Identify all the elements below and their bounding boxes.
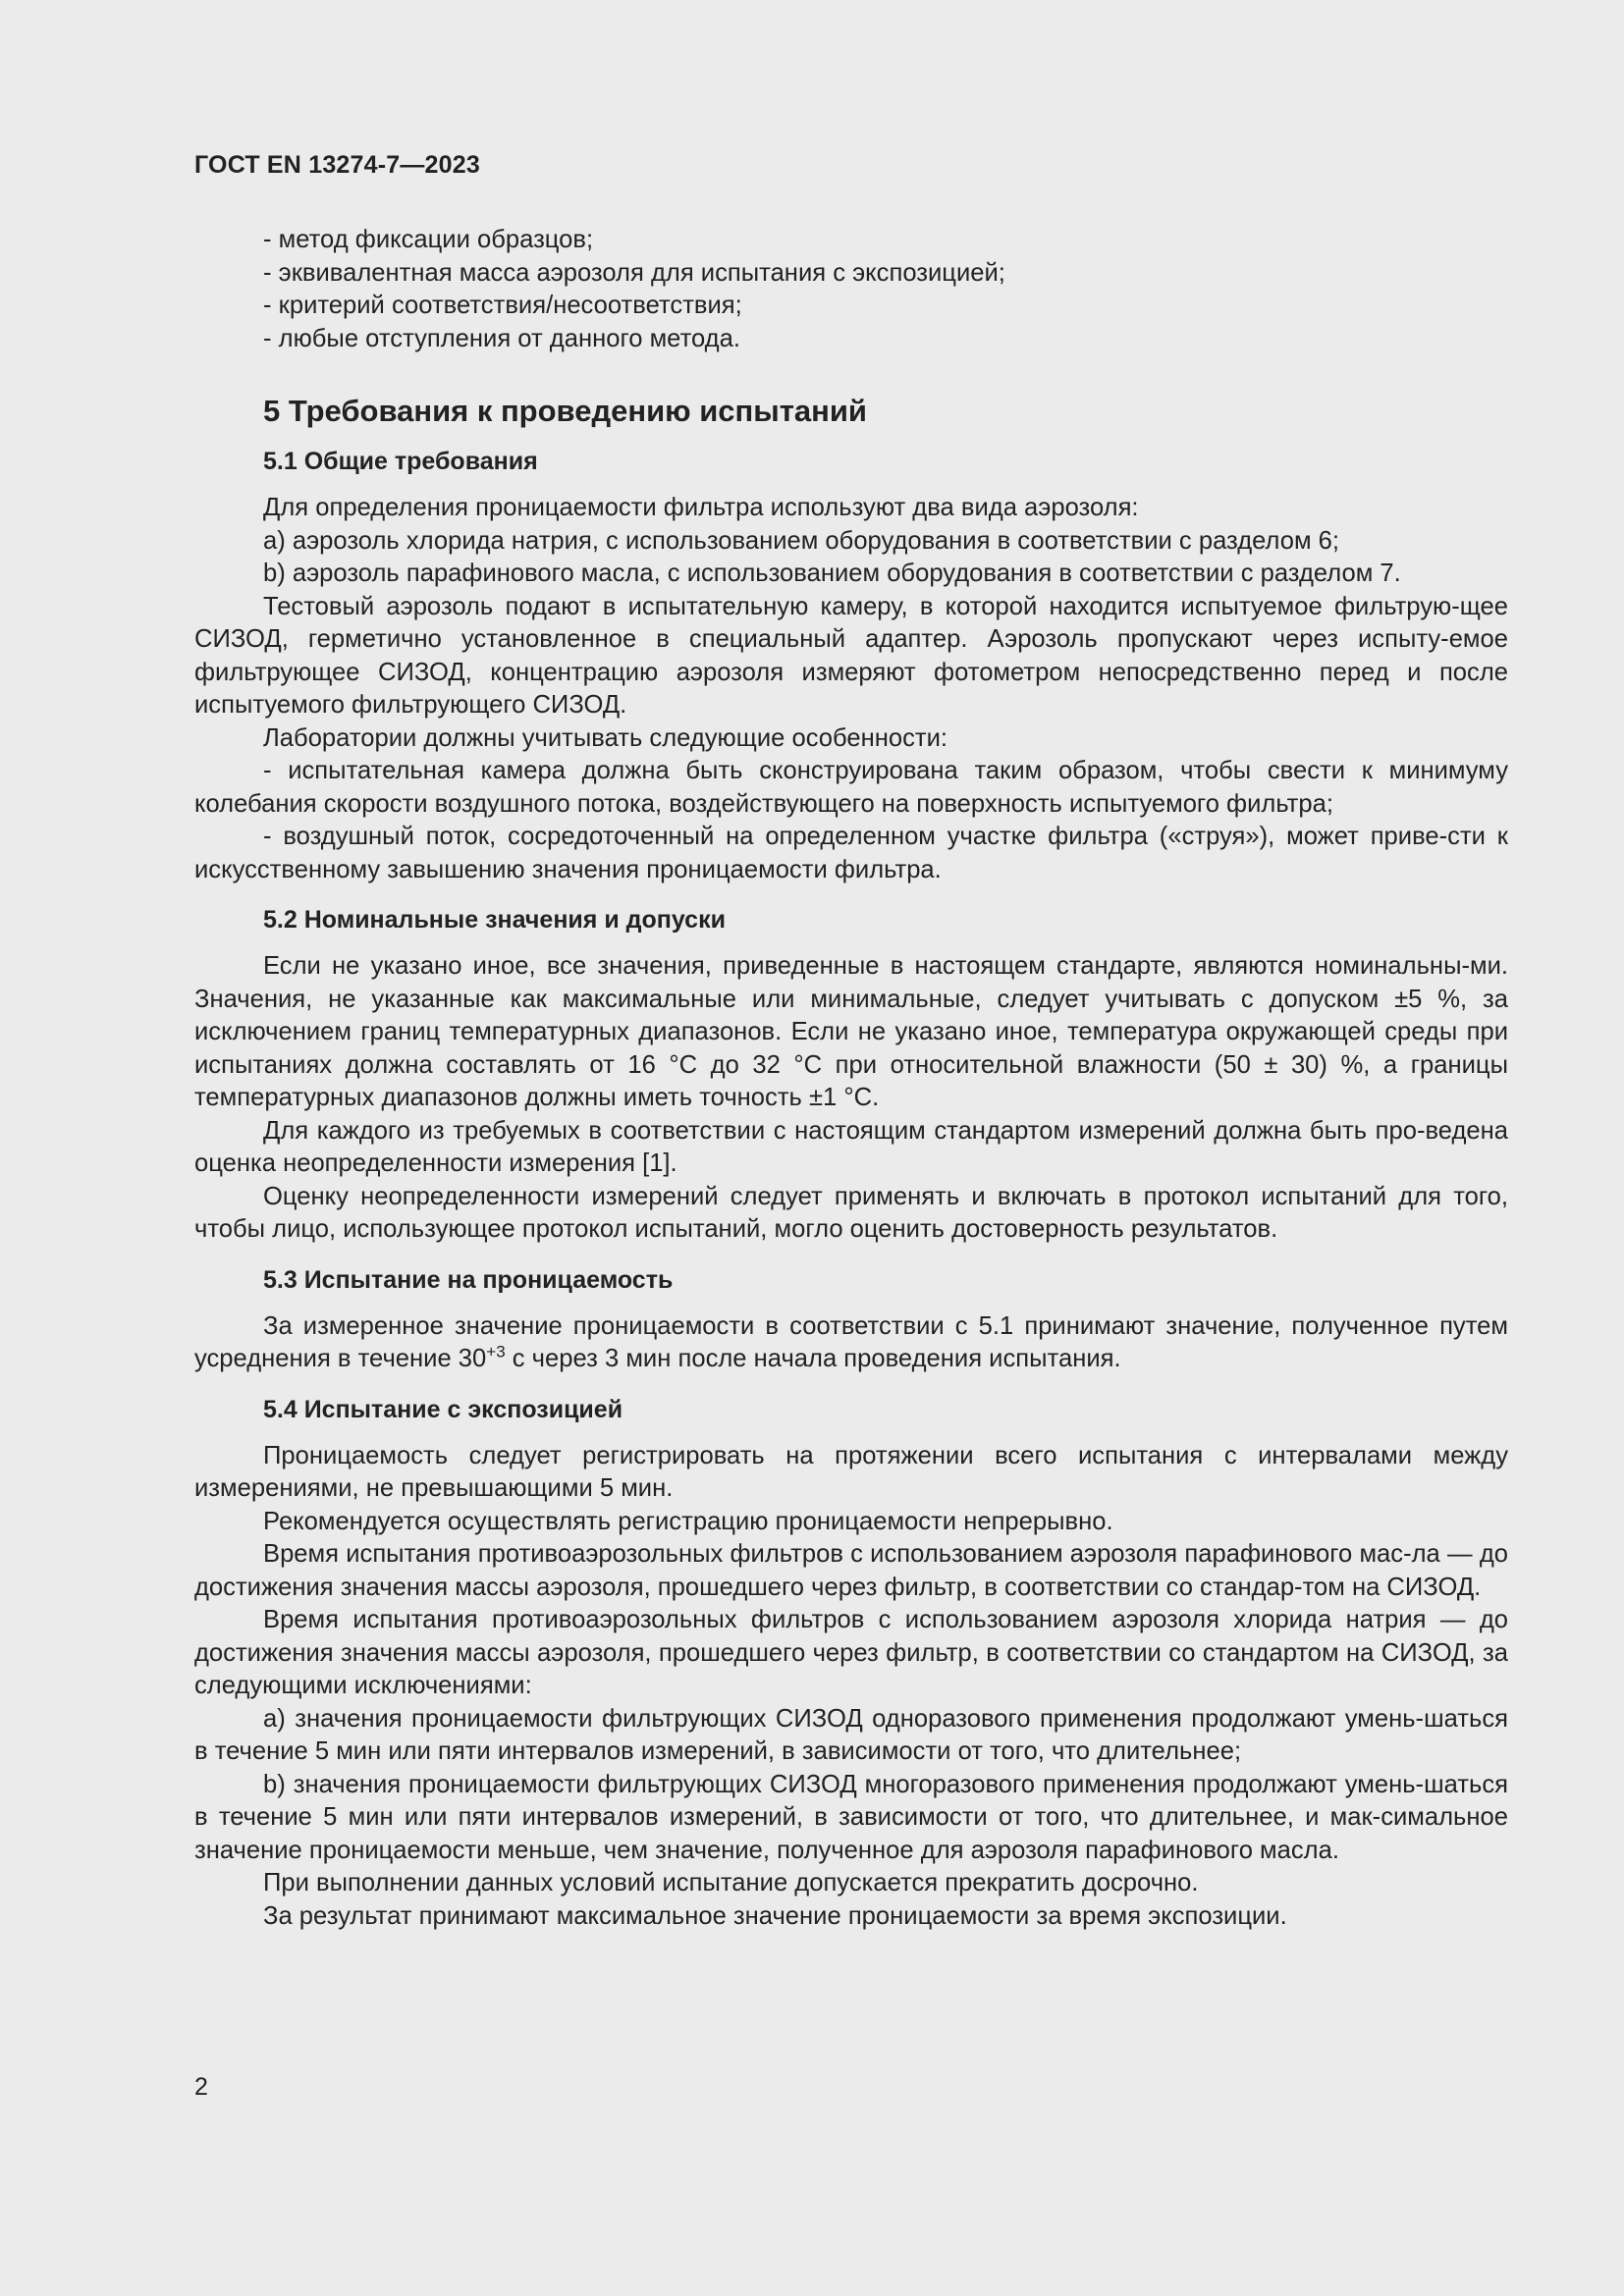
paragraph: a) значения проницаемости фильтрующих СИЗОД одноразового применения продолжают умень-шаться в течение 5 мин или пяти интервалов измерений, в зависимости от того, что длительнее; [194, 1704, 1508, 1765]
paragraph: Время испытания противоаэрозольных фильтров с использованием аэрозоля парафинового мас-ла — до достижения значения массы аэрозоля, прошедшего через фильтр, в соответствии со стандар-том на СИЗОД. [194, 1540, 1508, 1601]
page-number: 2 [194, 2073, 208, 2101]
paragraph: Для определения проницаемости фильтра используют два вида аэрозоля: [263, 494, 1139, 521]
section-5-title: 5 Требования к проведению испытаний [263, 394, 867, 428]
paragraph: Для каждого из требуемых в соответствии с настоящим стандартом измерений должна быть про-ведена оценка неопределенности измерения [1]. [194, 1116, 1508, 1177]
list-item: - любые отступления от данного метода. [263, 324, 740, 352]
list-item: - метод фиксации образцов; [263, 226, 594, 253]
superscript: +3 [486, 1342, 506, 1362]
paragraph [194, 1310, 1508, 1376]
paragraph: Если не указано иное, все значения, приведенные в настоящем стандарте, являются номинальны-ми. Значения, не указанные как максимальные или минимальные, следует учитывать с допуском ±5 %, за исключением границ температурных диапазонов. Если не указано иное, температура окружающей среды при испытаниях должна составлять от 16 °C до 32 °C при относительной влажности (50 ± 30) %, а границы температурных диапазонов должны иметь точность ±1 °C. [194, 952, 1508, 1111]
paragraph: За результат принимают максимальное значение проницаемости за время экспозиции. [263, 1901, 1287, 1930]
paragraph: a) аэрозоль хлорида натрия, с использованием оборудования в соответствии с разделом 6; [263, 526, 1340, 555]
paragraph: b) аэрозоль парафинового масла, с использованием оборудования в соответствии с разделом 7. [263, 560, 1401, 587]
paragraph: Оценку неопределенности измерений следует применять и включать в протокол испытаний для того, чтобы лицо, использующее протокол испытаний, могло оценить достоверность результатов. [194, 1182, 1508, 1243]
paragraph: - испытательная камера должна быть сконструирована таким образом, чтобы свести к минимуму колебания скорости воздушного потока, воздействующего на поверхность испытуемого фильтра; [194, 757, 1508, 818]
paragraph: Проницаемость следует регистрировать на протяжении всего испытания с интервалами между измерениями, не превышающими 5 мин. [194, 1441, 1508, 1502]
text-run: За измеренное значение проницаемости в соответствии с 5.1 принимают значение, полученное путем усреднения в течение 30 [194, 1311, 1508, 1372]
paragraph: Тестовый аэрозоль подают в испытательную камеру, в которой находится испытуемое фильтрую-щее СИЗОД, герметично установленное в специальный адаптер. Аэрозоль пропускают через испыту-емое фильтрующее СИЗОД, концентрацию аэрозоля измеряют фотометром непосредственно перед и после испытуемого фильтрующего СИЗОД. [194, 592, 1508, 719]
subsection-5-3-title: 5.3 Испытание на проницаемость [263, 1265, 674, 1294]
document-code-header: ГОСТ EN 13274-7—2023 [194, 151, 480, 179]
paragraph: - воздушный поток, сосредоточенный на определенном участке фильтра («струя»), может приве-сти к искусственному завышению значения проницаемости фильтра. [194, 823, 1508, 883]
subsection-5-1-title: 5.1 Общие требования [263, 448, 538, 475]
list-item: - критерий соответствия/несоответствия; [263, 292, 742, 319]
list-item: - эквивалентная масса аэрозоля для испытания с экспозицией; [263, 258, 1005, 287]
paragraph: Время испытания противоаэрозольных фильтров с использованием аэрозоля хлорида натрия — до достижения значения массы аэрозоля, прошедшего через фильтр, в соответствии со стандартом на СИЗОД, за следующими исключениями: [194, 1606, 1508, 1699]
text-run: с через 3 мин после начала проведения испытания. [505, 1345, 1121, 1372]
paragraph: При выполнении данных условий испытание допускается прекратить досрочно. [263, 1869, 1199, 1896]
page-content [194, 224, 1508, 1933]
paragraph: b) значения проницаемости фильтрующих СИЗОД многоразового применения продолжают умень-шаться в течение 5 мин или пяти интервалов измерений, в зависимости от того, что длительнее, и мак-симальное значение проницаемости меньше, чем значение, полученное для аэрозоля парафинового масла. [194, 1770, 1508, 1864]
paragraph: Лаборатории должны учитывать следующие особенности: [263, 723, 948, 752]
subsection-5-2-title: 5.2 Номинальные значения и допуски [263, 906, 726, 934]
paragraph: Рекомендуется осуществлять регистрацию проницаемости непрерывно. [263, 1507, 1113, 1535]
subsection-5-4-title: 5.4 Испытание с экспозицией [263, 1395, 623, 1423]
